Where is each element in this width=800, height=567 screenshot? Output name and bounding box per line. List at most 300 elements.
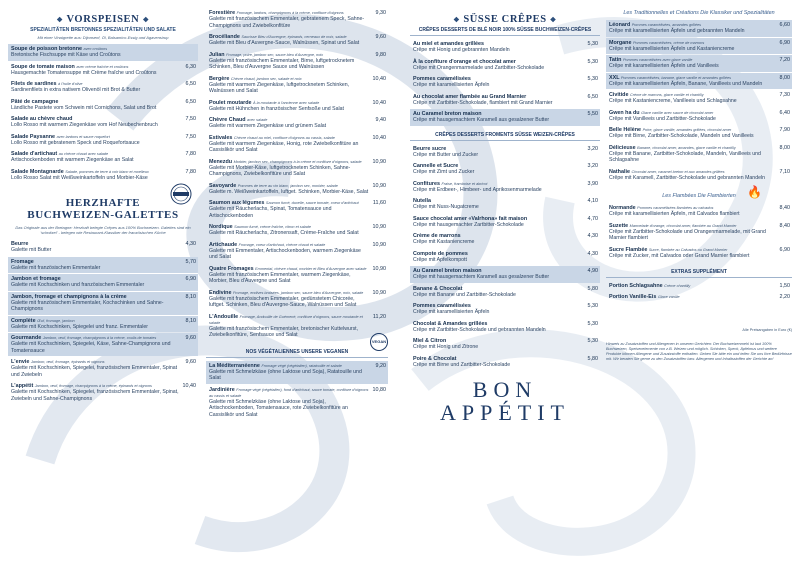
- menu-item-title: Jardinière: [209, 386, 235, 393]
- menu-item-price: 6,50: [185, 81, 196, 87]
- menu-item-description: Crêpe mit Zartbitter-Schokolade, flambiert mit Grand Marnier: [413, 99, 553, 106]
- menu-item-french: avec crème fraîche et croûtons: [76, 64, 129, 69]
- menu-item: [206, 198, 388, 221]
- menu-item-name: [609, 283, 774, 289]
- menu-item: [206, 32, 388, 49]
- vorspeisen-list: [8, 44, 198, 183]
- menu-item-title: Jambon, fromage et champignons à la crème: [11, 293, 127, 300]
- menu-item-french: avec croûtons: [83, 47, 108, 51]
- menu-item: [8, 132, 198, 149]
- galettes-note: Das Originale aus der Bretagne: Herzhaft belegte Crêpes aus 100% Buchweizen. Galettes sind ein 'schnitzel' - belegen wie Restaurant-Klassiker der französischen Küche: [15, 225, 191, 235]
- menu-item: [410, 319, 600, 336]
- menu-item: [606, 281, 792, 291]
- menu-item-price: 10,80: [372, 386, 386, 393]
- menu-item-title: Portion Schlagsahne: [609, 283, 663, 289]
- menu-item-description: Ländliche Pastete vom Schwein mit Cornichons, Salat und Brot: [11, 104, 157, 111]
- menu-item-title: L'Andouille: [209, 313, 239, 320]
- menu-item: [8, 381, 198, 404]
- menu-item-price: 9,40: [375, 117, 386, 123]
- menu-item-price: 10,40: [372, 99, 386, 106]
- menu-item-title: Pommes caramélisées: [413, 303, 471, 309]
- menu-item-french: à l'huile d'olive: [58, 82, 83, 86]
- menu-item: [206, 385, 388, 421]
- menu-item-description: Artischockenboden mit warmem Ziegenkäse an Salat: [11, 157, 134, 163]
- menu-item-price: 10,90: [372, 241, 386, 248]
- menu-item-price: 1,50: [779, 283, 790, 289]
- menu-item: [8, 79, 198, 96]
- menu-item: [410, 301, 600, 318]
- menu-item-french: Fromage, coeur d'artichaut, chèvre chaud et salade: [238, 242, 326, 247]
- menu-item-price: 10,90: [372, 224, 386, 230]
- menu-item: [410, 144, 600, 161]
- menu-item-name: [209, 387, 370, 399]
- menu-item-title: Complète: [11, 317, 36, 324]
- menu-item: [8, 292, 198, 315]
- menu-item-title: Belle Hélène: [609, 127, 642, 133]
- menu-item-price: 6,30: [185, 63, 196, 70]
- menu-item-title: Quatre Fromages: [209, 265, 254, 272]
- menu-item: [206, 115, 388, 132]
- menu-item-description: Crêpe mit Nuss-Nugatcreme: [413, 204, 479, 210]
- menu-item-price: 10,90: [372, 289, 386, 296]
- bon-text: BON: [472, 377, 538, 402]
- menu-item-description: Crêpe mit Birne, Zartbitter-Schokolade, Mandeln und Vanilleeis: [609, 133, 754, 139]
- menu-item: [606, 108, 792, 125]
- extras-list: [606, 281, 792, 302]
- menu-item-price: 9,20: [375, 362, 386, 369]
- menu-item-description: Crêpe mit Butter und Zucker: [413, 151, 479, 158]
- menu-item-description: Galette mit Kochschinken, Spiegelei, Käse, Sahne-Champignons und Tomatensauce: [11, 341, 171, 354]
- menu-item-description: Galette mit warmem Ziegenkäse, Honig, rote Zwiebelkonfitüre an Cassislikör und Salat: [209, 140, 359, 153]
- flambees-title: Les Flambées Die Flambierten: [662, 193, 736, 199]
- menu-item: [206, 240, 388, 263]
- menu-item-title: XXL: [609, 74, 620, 81]
- menu-item-title: Banane & Chocolat: [413, 285, 463, 292]
- menu-item-title: Au chocolat amer flambée au Grand Marnier: [413, 93, 527, 100]
- menu-item-title: Salade Paysanne: [11, 133, 56, 140]
- menu-item-french: Jambon, œuf, fromage, épinards et oignons: [30, 360, 105, 364]
- menu-item-description: Galette mit warmem Ziegenkäse und grünem Salat: [209, 123, 327, 129]
- menu-item-description: Crêpe mit hausgemachtem Karamell aus gesalzener Butter: [413, 274, 550, 280]
- menu-item-price: 7,10: [779, 168, 790, 175]
- menu-item-name: [209, 159, 370, 165]
- menu-item-price: 9,60: [185, 359, 196, 365]
- menu-item: [606, 125, 792, 142]
- menu-item: [410, 354, 600, 371]
- menu-item-title: Endivine: [209, 289, 232, 296]
- menu-item-price: 3,90: [587, 180, 598, 187]
- appetit-text: APPÉTIT: [440, 400, 570, 426]
- menu-item: [206, 98, 388, 115]
- menu-item-price: 7,80: [185, 151, 196, 157]
- menu-item-price: 9,60: [375, 34, 386, 40]
- menu-item-description: Crêpe mit Kastaniencreme, Vanilleeis und Schlagsahne: [609, 98, 737, 104]
- menu-item-description: Crêpe mit Honig und Zitrone: [413, 344, 479, 350]
- menu-item-description: Galette mit französischem Emmentaler, gebratenem Speck, Sahne-Champignons und Zwiebelkonfitüre: [209, 16, 365, 29]
- menu-item-price: 5,30: [587, 41, 598, 47]
- menu-item-title: Nordique: [209, 224, 233, 230]
- menu-item: [410, 57, 600, 74]
- galettes-title-line1: HERZHAFTE: [65, 197, 141, 209]
- menu-item-price: 6,50: [185, 98, 196, 105]
- menu-item-description: Crêpe mit karamellisierten Äpfeln und Vanilleeis: [609, 63, 719, 69]
- menu-item: [606, 292, 792, 302]
- menu-item-title: Fromage: [11, 258, 34, 265]
- menu-item-description: Lollo Rosso mit gebratenem Speck und Roquefortsauce: [11, 139, 140, 146]
- menu-item-french: Chèvre chaud, jambon sec, salade et noix: [230, 76, 302, 81]
- menu-item-description: Galette mit französischem Emmentaler, Kochschinken und Sahne-Champignons: [11, 299, 164, 312]
- menu-item-title: Forestière: [209, 10, 236, 16]
- menu-item-description: Galette mit Räucherlachs, Spinat, Tomatensauce und Artischockenboden: [209, 206, 332, 219]
- menu-item-description: Crêpe mit Vanilleeis und Zartbitter-Schokolade: [609, 115, 716, 122]
- menu-item-description: Crêpe mit Banane, Zartbitter-Schokolade, Mandeln, Vanilleeis und Schlagsahne: [609, 150, 761, 163]
- menu-item-price: 3,20: [587, 145, 598, 152]
- menu-item: [8, 44, 198, 61]
- menu-item-french: Emmental, chèvre chaud, morbier et Bleu d'Auvergne avec salade: [255, 266, 367, 271]
- menu-item-price: 8,10: [185, 293, 196, 300]
- menu-item-description: Crêpe mit Birne und Zartbitter-Schokolade: [413, 361, 511, 368]
- menu-item: [206, 264, 388, 287]
- ornament-icon: ❖: [142, 16, 150, 24]
- menu-item-description: Galette mit Hühnchen in französischer Senfsoße und Salat: [209, 105, 344, 112]
- menu-item-price: 7,30: [779, 92, 790, 98]
- menu-item-french: Saumon fumé, duxelle, sauce tomate, coeur d'artichaut: [265, 201, 359, 205]
- menu-item-title: Chocolat & Amandes grillées: [413, 320, 488, 327]
- menu-item-description: Crêpe mit Apfelkompott: [413, 256, 467, 263]
- price-note: Alle Preisangaben in Euro (€): [742, 328, 792, 332]
- menu-item-price: 10,90: [372, 182, 386, 189]
- menu-item-title: Brocéliande: [209, 34, 240, 40]
- menu-item: [8, 357, 198, 380]
- menu-item: [206, 50, 388, 73]
- menu-item-description: Galette mit Kochschinken, Spiegelei, französischem Emmentaler, Spinat und Zwiebeln: [11, 365, 178, 378]
- menu-item-description: Galette mit Emmentaler, Artischockenboden, warmem Ziegenkäse und Salat: [209, 247, 361, 260]
- menu-item-french: Pommes caramélisées, banane, glace vanille et amandes grillées: [620, 75, 732, 80]
- menu-item-description: Lollo Rosso mit warmem Ziegenkäse vom Hof Neubechenbruch: [11, 122, 158, 128]
- menu-item: [410, 92, 600, 109]
- menu-item-title: Soupe de poisson bretonne: [11, 46, 82, 52]
- menu-item: [8, 239, 198, 256]
- menu-item: [8, 333, 198, 356]
- menu-item-title: Au Caramel breton maison: [413, 268, 482, 274]
- menu-item-title: Compote de pommes: [413, 250, 468, 257]
- menu-item-description: Crêpe mit karamellisierten Äpfeln: [413, 309, 490, 315]
- menu-item-description: Crêpe mit Banane und Zartbitter-Schokolade: [413, 291, 516, 298]
- menu-item-price: 4,30: [185, 241, 196, 247]
- menu-item-title: Filets de sardines: [11, 81, 57, 87]
- menu-item-title: Au Caramel breton maison: [413, 111, 482, 117]
- menu-item-french: avec lardons et sauce roquefort: [56, 134, 110, 139]
- menu-item-title: Sauce chocolat amer «Valrhona» fait maison: [413, 215, 528, 222]
- menu-item-price: 9,80: [375, 51, 386, 58]
- menu-item-french: Saucisse Bleu d'Auvergne, épinards, cerneaux de noix, salade: [241, 35, 347, 39]
- menu-item-title: Savoyarde: [209, 182, 237, 189]
- menu-item: [206, 222, 388, 239]
- menu-item: [410, 266, 600, 283]
- menu-item-price: 8,00: [779, 74, 790, 81]
- menu-item-name: [209, 290, 370, 296]
- menu-item-price: 9,30: [375, 10, 386, 16]
- menu-item-price: 7,80: [185, 168, 196, 175]
- menu-item-french: Fromage, Andouille de Guémené, confiture d'oignons, sauce moutarde et salade: [209, 314, 363, 325]
- menu-item-title: Poulet moutarde: [209, 99, 252, 106]
- menu-item-description: Crêpe mit karamellisierten Äpfeln und Kastaniencreme: [609, 45, 735, 52]
- menu-item-title: Nutella: [413, 198, 431, 204]
- menu-item-title: Gourmande: [11, 335, 42, 341]
- menu-item: [410, 161, 600, 178]
- menu-item-price: 9,60: [185, 335, 196, 341]
- menu-item-title: Confitures: [413, 180, 440, 187]
- vegan-list: [206, 361, 388, 421]
- menu-item-description: Galette m. Weißweinkartoffeln, luftget. Schinken, Morbier-Käse, Salat: [209, 188, 369, 195]
- menu-item-french: Banane, chocolat amer, amandes, glace vanille et chantilly: [637, 145, 736, 150]
- menu-item-french: Sucre, flambée au Calvados ou Grand Marnier: [648, 247, 728, 252]
- menu-item-price: 10,40: [372, 134, 386, 141]
- menu-item-description: Crêpe mit Zimt und Zucker: [413, 169, 475, 175]
- menu-item-title: Estivales: [209, 134, 233, 141]
- menu-item: [606, 143, 792, 166]
- menu-item-french: Jambon, œuf, fromage, champignons à la crème, coulis de tomates: [42, 336, 157, 340]
- menu-item-french: À la moutarde à l'ancienne avec salade: [253, 100, 320, 105]
- menu-item-description: Crêpe mit Kastaniencreme: [413, 239, 475, 245]
- menu-item-title: Salade Montagnarde: [11, 168, 64, 175]
- menu-item-title: Salade au chèvre chaud: [11, 116, 73, 122]
- menu-item: [206, 8, 388, 31]
- menu-item-price: 6,90: [185, 276, 196, 282]
- menu-item-french: Pommes caramélisées flambées au calvados: [637, 206, 714, 210]
- menu-item-french: Salade, pommes de terre à voir blanc et moelleux: [65, 169, 149, 174]
- menu-item-description: Galette mit warmem Ziegenkäse, luftgetrocknetem Schinken, Walnüssen und Salat: [209, 81, 350, 94]
- menu-item-title: Civitide: [609, 92, 629, 98]
- menu-item-name: [609, 294, 774, 300]
- menu-item: [410, 39, 600, 56]
- menu-item-title: Menezdu: [209, 158, 233, 165]
- menu-item-french: au chèvre chaud avec salade: [58, 152, 109, 156]
- column-traditionnelles: [606, 8, 792, 362]
- menu-item-title: Sucre Flambée: [609, 246, 648, 253]
- menu-item-title: Délicieuse: [609, 144, 636, 151]
- menu-item-description: Galette mit Räucherlachs, Zitronensaft, Crème-Fraîche und Salat: [209, 230, 359, 236]
- menu-item: [206, 133, 388, 156]
- menu-item-price: 4,90: [587, 268, 598, 274]
- menu-item-french: Crème de marrons, glace vanille et chantilly: [629, 93, 704, 97]
- menu-item-title: Julian: [209, 51, 225, 58]
- flame-icon: 🔥: [747, 185, 762, 199]
- menu-item-title: Artichaude: [209, 241, 238, 248]
- menu-item-description: Galette mit Schmelzkäse (ohne Laktose und Soja), Ratatouille und Salat: [209, 368, 362, 381]
- menu-item-french: Pommes caramélisées avec glace vanille: [622, 58, 693, 62]
- menu-item: [410, 214, 600, 231]
- menu-item: [606, 38, 792, 55]
- menu-item-price: 5,70: [185, 258, 196, 265]
- traditionnelles-title: Les Traditionnelles et Créations Die Klassiker und Spezialitäten: [623, 10, 775, 16]
- menu-item: [206, 181, 388, 198]
- menu-item-description: Crêpe mit Karamell, Zartbitter-Schokolade und gebrannten Mandeln: [609, 174, 765, 181]
- menu-item-price: 6,60: [779, 22, 790, 28]
- menu-item-french: Saumon fumé, crème fraîche, citron et salade: [234, 225, 311, 229]
- menu-item-price: 7,20: [779, 57, 790, 63]
- menu-item-description: Galette mit Kochschinken, Spiegelei und franz. Emmentaler: [11, 323, 148, 330]
- menu-item: [410, 109, 600, 126]
- crepes-title: ❖ SÜSSE CRÊPES ❖: [453, 14, 557, 25]
- menu-item-description: Galette mit Kochschinken und französischem Emmentaler: [11, 282, 145, 288]
- menu-item-title: Léonard: [609, 22, 631, 28]
- menu-item-description: Crêpe mit karamellisierten Äpfeln und gebrannten Mandeln: [609, 28, 745, 34]
- menu-item-price: 5,30: [587, 338, 598, 344]
- galettes-header: [8, 197, 198, 221]
- menu-item-price: 6,90: [779, 39, 790, 46]
- menu-item-description: Galette mit französischem Emmentaler, Birne, luftgetrocknetem Schinken, Bleu d'Auvergne Sauce und Walnüssen: [209, 57, 355, 70]
- vorspeisen-title: ❖ VORSPEISEN ❖: [56, 14, 150, 25]
- menu-item: [8, 316, 198, 333]
- crepes-wheat-subtitle: CRÊPES DESSERTS FROMENTS SÜSSE WEIZEN-CRÊPES: [410, 132, 600, 141]
- menu-item-price: 7,50: [185, 133, 196, 140]
- menu-item-french: Marmelade d'orange, chocolat amer, flambée au Grand Marnier: [629, 223, 737, 228]
- galettes-list: [8, 239, 198, 404]
- extras-title: EXTRAS SUPPLÉMENT: [606, 269, 792, 278]
- menu-item: [410, 196, 600, 213]
- menu-item: [8, 97, 198, 114]
- menu-item-french: Glace vanille avec sauce de chocolat amer: [641, 110, 714, 115]
- menu-item-description: Crêpe mit hausgemachtem Karamell aus gesalzener Butter: [413, 117, 550, 123]
- menu-item-price: 11,60: [372, 200, 386, 206]
- menu-item-price: 2,20: [779, 294, 790, 300]
- vegan-title: NOS VÉGÉTALIENNES UNSERE VEGANEN: [206, 349, 388, 358]
- menu-item-price: 3,20: [587, 163, 598, 169]
- menu-item-title: Pommes caramélisées: [413, 76, 471, 82]
- menu-item-title: Gwen ha du: [609, 109, 640, 116]
- menu-item-price: 8,40: [779, 205, 790, 211]
- vegan-badge: VEGAN: [370, 333, 388, 351]
- menu-item: [606, 167, 792, 184]
- menu-item-french: Poire, glace vanille, amandes grillées, chocolat amer: [642, 128, 732, 132]
- menu-item-french: Chèvre chaud au miel, confiture d'oignons au cassis, salade: [233, 135, 335, 140]
- menu-item-title: Poire & Chocolat: [413, 355, 457, 362]
- menu-item-price: 5,80: [587, 355, 598, 362]
- menu-item-title: Chèvre Chaud: [209, 117, 246, 123]
- menu-item-price: 6,90: [779, 246, 790, 253]
- menu-item-price: 11,20: [372, 313, 386, 320]
- menu-item-french: Fromage, poire, jambon sec, sauce bleu d'Auvergne, noix: [226, 52, 324, 57]
- menu-item-title: Beurre sucre: [413, 145, 447, 152]
- menu-item: [206, 288, 388, 311]
- menu-item-price: 5,50: [587, 111, 598, 117]
- menu-item-french: Fromage végé (végétalien), fond d'artichaut, sauce tomate, confiture d'oignons au cassis et salade: [209, 387, 369, 398]
- menu-item-french: Fromage, endives braisées, jambon sec, sauce bleu d'Auvergne, noix, salade: [232, 290, 364, 295]
- menu-item: [606, 55, 792, 72]
- menu-item-title: L'envie: [11, 359, 30, 365]
- menu-item-title: Soupe de tomate maison: [11, 63, 75, 70]
- menu-item-title: Tatin: [609, 57, 622, 63]
- menu-item: [206, 361, 388, 384]
- menu-item-french: Œuf, fromage, jambon: [37, 318, 75, 323]
- menu-item: [606, 20, 792, 37]
- menu-item-french: Fromage végé (végétalien), ratatouille et salade: [261, 363, 342, 368]
- menu-item: [8, 167, 198, 184]
- menu-item-title: Au miel et amandes grillées: [413, 41, 485, 47]
- column-vorspeisen-galettes: [8, 8, 198, 405]
- menu-item-title: Normande: [609, 205, 636, 211]
- menu-item: [410, 74, 600, 91]
- menu-item-french: Jambon, œuf, fromage, champignons à la crème, épinards et oignons: [34, 384, 152, 388]
- ornament-icon: ❖: [549, 16, 557, 24]
- vorspeisen-subtitle: SPEZIALITÄTEN BRETONNES SPEZIALITÄTEN UND SALATE: [30, 27, 176, 33]
- galettes-continued-list: [206, 8, 388, 341]
- menu-item-name: [209, 266, 370, 272]
- menu-item-description: Crêpe mit Erdbeer-, Himbeer- und Aprikosenmarmelade: [413, 186, 542, 193]
- crepes-wheat-list: [410, 144, 600, 371]
- menu-item: [8, 149, 198, 166]
- menu-item-price: 5,30: [587, 58, 598, 65]
- menu-item-description: Galette mit Butter: [11, 247, 52, 253]
- menu-item-title: Miel & Citron: [413, 338, 447, 344]
- menu-item: [410, 249, 600, 266]
- bon-appetit: [410, 378, 600, 424]
- menu-item-name: [209, 314, 370, 326]
- menu-item: [606, 73, 792, 90]
- menu-item: [8, 114, 198, 131]
- ornament-icon: ❖: [453, 16, 461, 24]
- menu-item-description: Galette mit französischem Emmentaler, gedünstetem Chicorée, luftget. Schinken, Bleu d'Auvergne-Sauce, Walnüssen und Salat: [209, 295, 357, 308]
- menu-item-description: Galette mit Schmelzkäse (ohne Laktose und Soja), Artischockenboden, Tomatensauce, rote Zwiebelkonfitüre an Cassislikör und Salat: [209, 398, 348, 418]
- menu-item-title: Saumon aux légumes: [209, 200, 265, 206]
- menu-item: [206, 157, 388, 180]
- menu-item-price: 7,50: [185, 116, 196, 122]
- menu-item-price: 10,90: [372, 265, 386, 272]
- menu-item-description: Hausgemachte Tomatensuppe mit Crème fraîche und Croûtons: [11, 69, 157, 76]
- menu-item-french: Pommes caramélisées, crème de marrons: [632, 40, 705, 45]
- menu-item: [606, 245, 792, 262]
- menu-item-description: Galette mit Bleu d'Auvergne-Sauce, Walnüssen, Spinat und Salat: [209, 40, 360, 46]
- menu-item-french: Pommes de terre au vin blanc, jambon sec, morbier, salade: [237, 183, 338, 188]
- menu-item-description: Galette mit französischem Emmentaler: [11, 264, 101, 271]
- menu-item-description: Crêpe mit karamellisierten Äpfeln, mit Calvados flambiert: [609, 211, 740, 217]
- menu-item-title: Nathalie: [609, 168, 630, 175]
- crepes-buckwheat-list: [410, 39, 600, 126]
- menu-item-description: Galette mit französischem Emmentaler, bretonischer Kuttelwurst, Zwiebelkonfitüre, Senfsauce und Salat: [209, 325, 359, 338]
- menu-item-title: Pâté de campagne: [11, 98, 59, 105]
- menu-item-title: Beurre: [11, 241, 29, 247]
- menu-item-title: Salade d'artichaut: [11, 151, 58, 157]
- allergen-footnote: Hinweis zu Zusatzstoffen und Allergenen in unseren Gerichten: Der Buchweizenmehl ist laut 100% Buchweizen, Speisenelemente von z.B. Weizen und möglich. Schinken, Speck, Äpfelmus und weitere Produkte können Allergene und Zusatzstoffe enthalten. Geben Sie bitte ein und teilen Sie uns Ihre Bedürfnisse mit. Wir beraten Sie gerne zu den Zusatzstoffen bzw. Allergenen und Inhaltsstoffen der Gerichte an!: [606, 342, 792, 361]
- traditionnelles-list: [606, 20, 792, 183]
- menu-item: [410, 284, 600, 301]
- menu-item-title: L'appétit: [11, 383, 34, 389]
- menu-item-title: Crème de marrons: [413, 233, 461, 239]
- menu-item-price: 5,80: [587, 285, 598, 292]
- column-crepes: [410, 8, 600, 424]
- menu-item-price: 4,70: [587, 215, 598, 222]
- menu-item-french: Chocolat amer, caramel breton et aux amandes grillées: [631, 169, 725, 174]
- menu-item-title: Morgane: [609, 39, 632, 46]
- menu-item-price: 4,30: [587, 233, 598, 239]
- vegan-header: [206, 339, 388, 358]
- menu-item-price: 4,10: [587, 198, 598, 204]
- ornament-icon: ❖: [56, 16, 64, 24]
- menu-item-title: Portion Vanille-Eis: [609, 294, 657, 300]
- menu-item-description: Galette mit Kochschinken, Spiegelei, französischem Emmentaler, Spinat, Zwiebeln und Sahne-Champignons: [11, 389, 179, 402]
- menu-item: [410, 231, 600, 248]
- menu-item: [606, 221, 792, 244]
- vorspeisen-note: Mit einer Vinaigrette aus: Dijonsenf, Öl, Balsamico-Essig und Agavensirup: [37, 35, 169, 40]
- menu-item-french: Glace vanille: [657, 295, 680, 299]
- menu-item-title: Bergère: [209, 75, 230, 82]
- menu-item-description: Crêpe mit karamellisierten Äpfeln: [413, 82, 490, 88]
- menu-item-description: Lollo Rosso Salat mit Weißweinkartoffeln und Morbier-Käse: [11, 174, 148, 181]
- menu-item-description: Crêpe mit karamellisierten Äpfeln, Banane, Vanilleeis und Mandeln: [609, 80, 763, 87]
- menu-item-title: Suzette: [609, 222, 629, 229]
- menu-item-title: Cannelle et Sucre: [413, 163, 459, 169]
